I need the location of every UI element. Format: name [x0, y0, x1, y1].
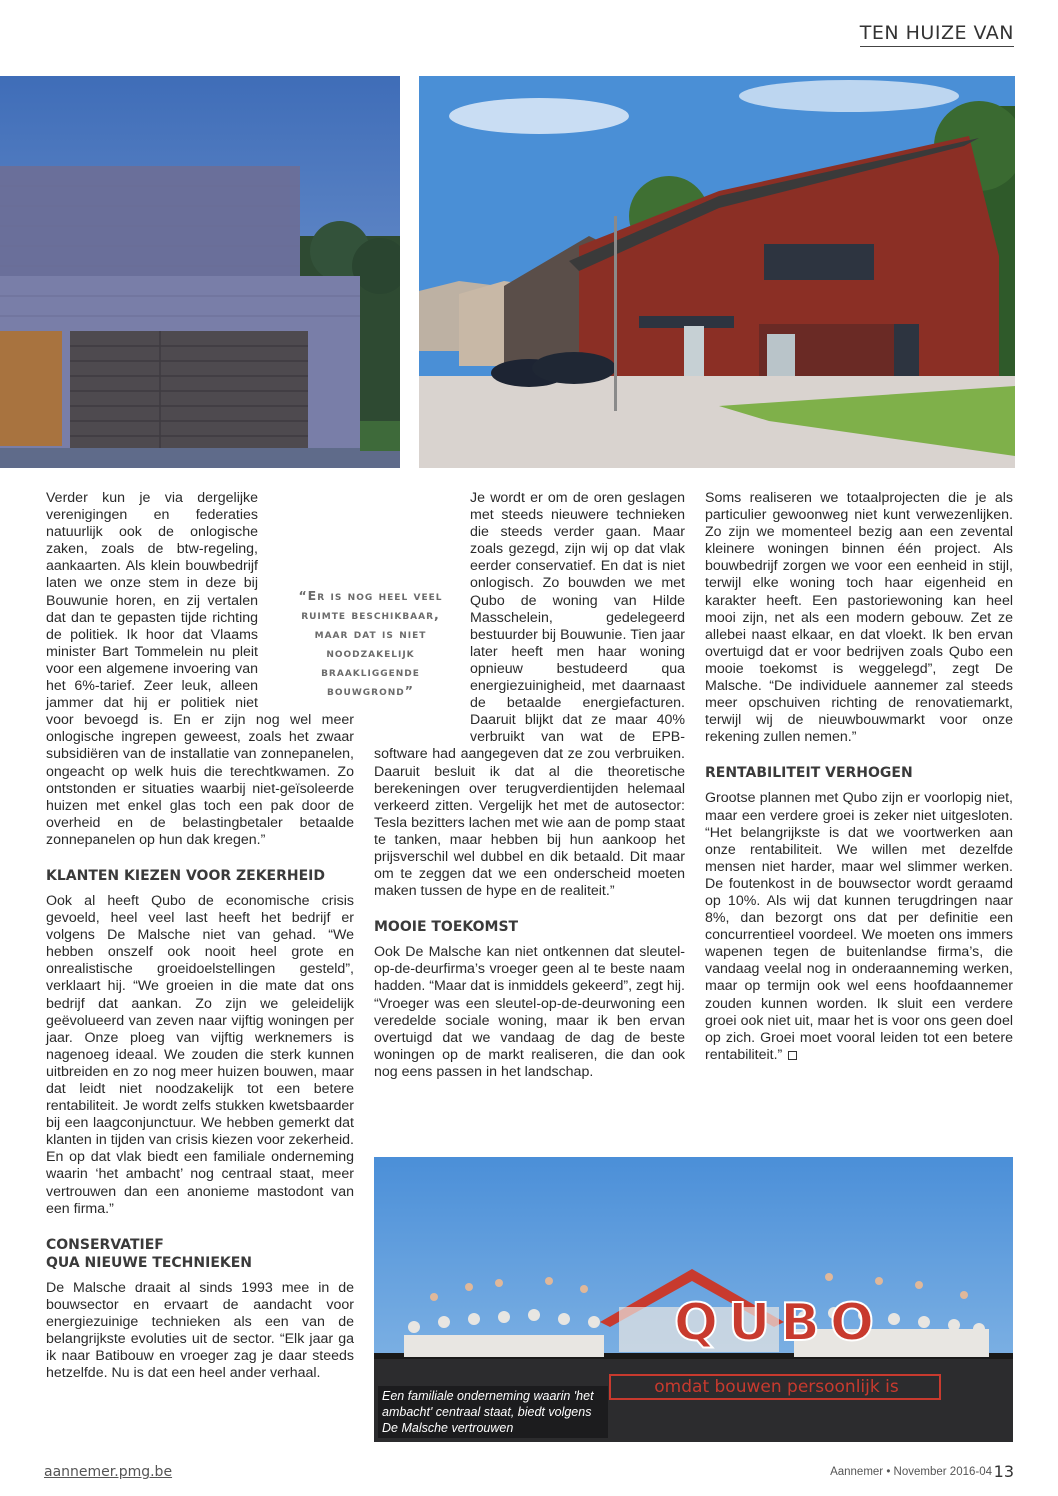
footer-website-link[interactable]: aannemer.pmg.be [44, 1464, 173, 1480]
paragraph: Soms realiseren we totaalprojecten die je als particulier gewoonweg niet kunt verwezenlijken. Zo zijn we momenteel bezig aan een zevental kleinere woningen binnen één project. Als bouwbedrijf zorgen we voor een eenheid in stijl, terwijl elke woning toch haar eigenheid en karakter heeft. Een pastoriewoning kan heel mooi zijn, net als een modern gebouw. Zet ze allebei naast elkaar, en dat vloekt. Ik ben ervan overtuigd dat er voor bedrijven zoals Qubo een mooie toekomst is weggelegd”, zegt De Malsche. “De individuele aannemer zal steeds meer opschuiven richting de renovatiemarkt, terwijl wij de nieuwbouwmarkt voor onze rekening zullen nemen.” [705, 490, 1013, 746]
pull-quote-visible: “Er is nog heel veel ruimte beschikbaar, maar dat is niet noodzakelijk braakliggende bouwgrond” [298, 588, 443, 698]
subheading: CONSERVATIEF QUA NIEUWE TECHNIEKEN [46, 1236, 253, 1271]
paragraph: Ook De Malsche kan niet ontkennen dat sleutel-op-de-deurfirma’s vroeger geen al te beste naam hadden. “Maar dat is inmiddels gekeerd”, zegt hij. “Vroeger was een sleutel-op-de-deurwoning een veredelde sociale woning, maar ik ben ervan overtuigd dat we vandaag de dag de beste woningen op de markt realiseren, die dan ook nog eens passen in het landschap. [374, 944, 685, 1080]
article-column-3 [705, 490, 1013, 1064]
subheading: RENTABILITEIT VERHOGEN [705, 765, 913, 782]
photo-brick-houses [419, 76, 1015, 468]
page-number: 13 [993, 1462, 1014, 1481]
qubo-sign-text: QUBO [673, 1293, 885, 1353]
paragraph: Je wordt er om de oren geslagen met steeds nieuwere technieken die steeds verder gaan. Maar zoals gezegd, zijn wij op dat vlak eerder conservatief. En dat is niet onlogisch. Zo bouwden we met Qubo de woning van Hilde Masschelein, gedelegeerd bestuurder bij Bouwunie. Tien jaar later heeft men haar woning opnieuw bestudeerd qua energiezuinigheid, met daarnaast de betaalde energiefacturen. Daaruit blijkt dat ze maar 40% verbruikt van wat de EPB-software had aangegeven dat ze zou verbruiken. Daaruit besluit ik dat al die theoretische berekeningen over terugverdientijden helemaal verkeerd zitten. Vergelijk het met de autosector: Tesla bezitters lachen met wie aan de pomp staat te tanken, maar hebben bij hun aankoop het prijsverschil wel dubbel en dik betaald. Dit maar om te zeggen dat we een onderscheid moeten maken tussen de hype en de realiteit.” [374, 490, 685, 900]
subheading: MOOIE TOEKOMST [374, 919, 519, 936]
end-mark-icon [788, 1051, 797, 1060]
subheading: KLANTEN KIEZEN VOOR ZEKERHEID [46, 867, 326, 884]
article-column-2 [374, 490, 685, 1081]
paragraph: De Malsche draait al sinds 1993 mee in de bouwsector en ervaart de aandacht voor energiezuinige technieken als een van de belangrijkste evoluties uit de sector. “Elk jaar ga ik naar Batibouw en vroeger zag je daar steeds hetzelfde. Nu is dat een heel ander verhaal. [46, 1279, 354, 1382]
paragraph [705, 790, 1013, 1064]
footer-publication: Aannemer • November 2016-04 [830, 1466, 992, 1478]
photo-caption: Een familiale onderneming waarin 'het ambacht' centraal staat, biedt volgens De Malsche vertrouwen [378, 1386, 608, 1438]
paragraph-text: Grootse plannen met Qubo zijn er voorlopig niet, maar een verdere groei is zeker niet uitgesloten. “Het belangrijkste is dat we voortwerken aan onze rentabiliteit. We willen met dezelfde mensen niet harder, maar wel slimmer werken. De foutenkost in de bouwsector wordt geraamd op 10%. Als wij dat kunnen terugdringen naar 8%, dan bezorgt ons dat per definitie een concurrentieel voordeel. We moeten ons immers wapenen tegen de buitenlandse firma’s, die vandaag veelal nog in onderaanneming werken, maar op termijn ook wel eens hoofdaannemer zouden kunnen worden. Ik sluit een verdere groei ook niet uit, maar het is voor ons geen doel op zich. Groei moet vooral leiden tot een betere rentabiliteit.” [705, 790, 1013, 1063]
paragraph: Verder kun je via dergelijke verenigingen en federaties natuurlijk ook de onlogische zaken, zoals de btw-regeling, aankaarten. Als klein bouwbedrijf laten we onze stem in deze bij Bouwunie horen, en zij vertalen dat dan te gepasten tijde richting de politiek. Ik hoor dat Vlaams minister Bart Tommelein nu pleit voor een algemene invoering van het 6%-tarief. Zeer leuk, alleen jammer dat hij er politiek niet voor bevoegd is. En er zijn nog wel meer onlogische ingrepen geweest, zoals het zwaar subsidiëren van de installatie van zonnepanelen, ongeacht op welk huis die terechtkwamen. Zo ontstonden er situaties waarbij niet-geïsoleerde huizen met enkel glas toch een pak door de overheid en de belastingbetaler betaalde zonnepanelen op hun dak kregen.” [46, 490, 354, 848]
paragraph: Ook al heeft Qubo de economische crisis gevoeld, heel veel last heeft het bedrijf er volgens De Malsche niet van gehad. “We hebben onszelf ook nooit heel grote en onrealistische groeidoelstellingen gesteld”, verklaart hij. “We groeien in die mate dat ons bedrijf dat aankan. Zo zijn we geleidelijk geëvolueerd van zeven naar vijftig woningen per jaar. Onze ploeg van vijftig werknemers is nagenoeg ideaal. We zouden die sterk kunnen uitbreiden en zo nog meer huizen bouwen, maar dat leidt niet noodzakelijk tot een betere rentabiliteit. Je wordt zelfs stukken kwetsbaarder bij een laagconjunctuur. We hebben gemerkt dat klanten in tijden van crisis kiezen voor zekerheid. En op dat vlak biedt een familiale onderneming waarin ‘het ambacht’ nog centraal staat, meer vertrouwen dan een anonieme mastodont van een firma.” [46, 892, 354, 1217]
photo-modern-house [0, 76, 400, 468]
qubo-slogan: omdat bouwen persoonlijk is [654, 1377, 899, 1397]
section-label: TEN HUIZE VAN [860, 22, 1014, 47]
